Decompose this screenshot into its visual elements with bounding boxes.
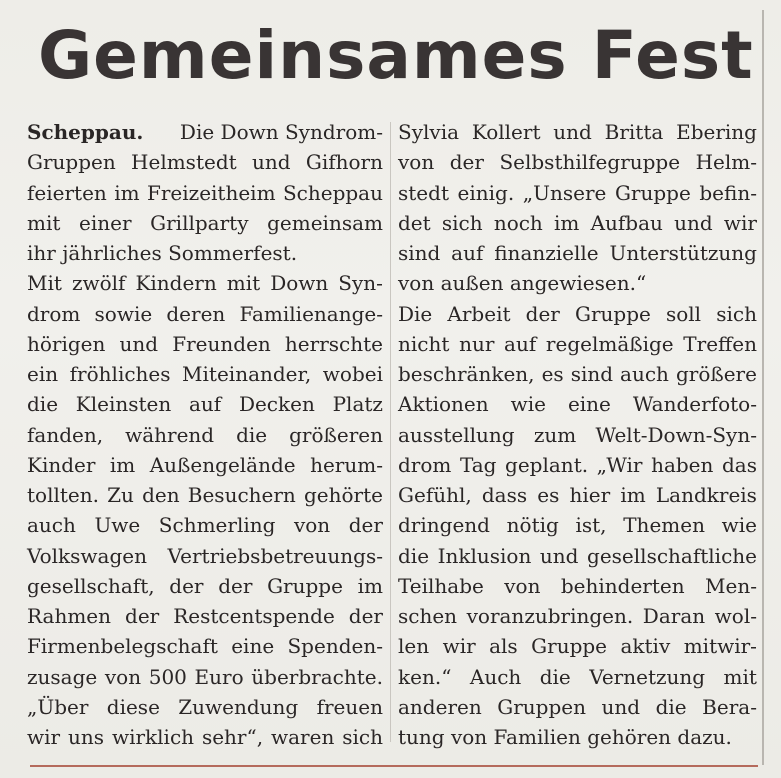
word: drom	[27, 301, 81, 326]
word: überbrachte.	[251, 664, 383, 689]
word: wol-	[714, 604, 757, 628]
word: mit	[723, 664, 757, 689]
text-line	[27, 117, 383, 147]
text-line	[398, 178, 757, 208]
word: feierten	[27, 180, 107, 205]
word: Gruppe	[614, 180, 691, 205]
word: größere	[675, 362, 757, 386]
word: „Über	[27, 694, 89, 719]
word: Außengelände	[149, 452, 296, 477]
word: zwölf	[71, 271, 126, 296]
text-line	[27, 329, 383, 359]
word: Syn-	[338, 271, 383, 296]
word: und	[553, 120, 592, 144]
word: der	[348, 513, 383, 538]
text-line: von außen angewiesen.“	[398, 271, 647, 296]
word: das	[721, 452, 757, 477]
text-line	[398, 510, 757, 540]
word: soll	[665, 301, 702, 326]
word: der	[169, 573, 204, 598]
text-line	[398, 420, 757, 450]
word: len	[398, 634, 430, 659]
word: und	[251, 150, 291, 175]
word: Zu	[107, 483, 134, 507]
word: Die	[398, 301, 433, 326]
text-line	[27, 299, 383, 329]
text-line	[27, 541, 383, 571]
word: waren	[271, 725, 335, 749]
word: voranzubringen.	[466, 604, 634, 628]
word: Men-	[705, 573, 757, 598]
word: Gruppe	[267, 573, 343, 598]
text-line	[27, 631, 383, 661]
word: und	[601, 694, 641, 719]
text-line	[27, 268, 383, 298]
word: wir	[27, 725, 61, 749]
word: behinderten	[560, 573, 685, 598]
word: dass	[481, 483, 528, 507]
word: Arbeit	[447, 301, 511, 326]
text-line	[398, 480, 757, 510]
bottom-rule	[30, 765, 758, 767]
word: sich	[342, 725, 383, 749]
word: die	[236, 422, 268, 447]
word: Restcentspende	[173, 604, 335, 628]
word: der	[525, 301, 560, 326]
word: Gruppen	[27, 150, 116, 175]
word: Kleinsten	[75, 392, 172, 417]
word: der	[449, 150, 484, 175]
text-line	[398, 541, 757, 571]
word: im	[109, 452, 136, 477]
word: die	[398, 543, 430, 568]
word: sind	[398, 241, 441, 265]
word: Euro	[194, 664, 244, 689]
word: den	[142, 483, 180, 507]
word: fanden,	[27, 422, 104, 447]
word: Gifhorn	[305, 150, 383, 175]
text-line	[27, 178, 383, 208]
word: gesellschaft,	[27, 573, 155, 598]
word: Helm-	[695, 150, 757, 175]
word: deren	[166, 301, 226, 326]
word: Sylvia	[398, 120, 460, 144]
text-line	[398, 389, 757, 419]
word: die	[655, 694, 687, 719]
dateline: Scheppau.	[27, 120, 144, 144]
word: regelmäßige	[545, 331, 674, 356]
word: sich	[441, 210, 483, 235]
word: beschränken,	[398, 362, 535, 386]
word: 500	[148, 664, 187, 689]
word: Uwe	[94, 513, 141, 538]
word: zusage	[27, 664, 98, 689]
word: von	[104, 664, 142, 689]
text-line	[398, 601, 757, 631]
text-line	[398, 662, 757, 692]
word: gesellschaftliche	[587, 543, 757, 568]
text-line	[398, 450, 757, 480]
word: tollten.	[27, 483, 99, 507]
word: Unterstützung	[609, 241, 757, 265]
word: uns	[68, 725, 105, 749]
text-line	[27, 601, 383, 631]
word: einig.	[457, 180, 515, 205]
word: Teilhabe	[398, 573, 484, 598]
word: es	[537, 483, 560, 507]
word: sind	[570, 362, 614, 386]
word: Daran	[642, 604, 706, 628]
word: der	[125, 604, 160, 628]
column-divider	[390, 122, 391, 742]
word: während	[125, 422, 215, 447]
word: Helmstedt	[131, 150, 237, 175]
text-line	[398, 208, 757, 238]
word: wobei	[322, 362, 383, 386]
word: diese	[106, 694, 160, 719]
word: geplant.	[505, 452, 589, 477]
word: von	[504, 573, 541, 598]
text-line	[398, 238, 757, 268]
text-line	[27, 450, 383, 480]
word: und	[674, 210, 713, 235]
word: Welt-Down-Syn-	[595, 422, 757, 447]
word: die	[539, 664, 571, 689]
word: Decken	[238, 392, 315, 417]
word: Tag	[459, 452, 497, 477]
word: Scheppau	[282, 180, 383, 205]
text-line	[27, 480, 383, 510]
word: Familienange-	[239, 301, 383, 326]
word: auch	[27, 513, 76, 538]
word: eine	[231, 634, 275, 659]
word: det	[398, 210, 431, 235]
word: als	[489, 634, 518, 659]
word: freuen	[316, 694, 383, 719]
word: auch	[620, 362, 669, 386]
word: ken.“	[398, 664, 452, 689]
text-line	[398, 329, 757, 359]
word: Britta	[604, 120, 664, 144]
word: Gefühl,	[398, 483, 472, 507]
word: nur	[459, 331, 495, 356]
word: schen	[398, 604, 458, 628]
word: noch	[493, 210, 543, 235]
word: Gruppe	[531, 634, 608, 659]
text-line	[27, 147, 383, 177]
word: drom	[398, 452, 452, 477]
word: und	[119, 331, 159, 356]
text-line: tung von Familien gehören dazu.	[398, 725, 732, 749]
word: Spenden-	[287, 634, 383, 659]
word: Freizeitheim	[146, 180, 276, 205]
word: größeren	[289, 422, 383, 447]
word: dringend	[398, 513, 490, 538]
word: Ebering	[676, 120, 757, 144]
text-line	[27, 692, 383, 722]
word: auf	[504, 331, 537, 356]
text-line	[398, 631, 757, 661]
word: wie	[721, 513, 757, 538]
word: Volkswagen	[27, 543, 147, 568]
word: Vertriebsbetreuungs-	[167, 543, 383, 568]
word: gehörte	[303, 483, 383, 507]
word: wir	[723, 210, 757, 235]
word: Wanderfoto-	[632, 392, 757, 417]
word: fröhliches	[69, 362, 171, 386]
word: und	[539, 543, 579, 568]
text-line: ihr jährliches Sommerfest.	[27, 241, 298, 265]
word: Zuwendung	[178, 694, 299, 719]
word: herrschte	[284, 331, 383, 356]
text-line	[398, 692, 757, 722]
word: sowie	[94, 301, 153, 326]
word: von	[398, 150, 435, 175]
word: Firmenbelegschaft	[27, 634, 218, 659]
word: Down	[270, 271, 329, 296]
word: sich	[716, 301, 757, 326]
word: gemeinsam	[267, 210, 383, 235]
word: mit	[27, 210, 61, 235]
text-line	[27, 571, 383, 601]
text-line	[398, 147, 757, 177]
word: im	[357, 573, 383, 598]
word: Themen	[623, 513, 705, 538]
word: auf	[451, 241, 484, 265]
word: befin-	[699, 180, 757, 205]
word: Miteinander,	[182, 362, 312, 386]
word: eine	[567, 392, 611, 417]
word: Kinder	[27, 452, 96, 477]
word: Platz	[332, 392, 383, 417]
word: Treffen	[683, 331, 757, 356]
text-line	[27, 662, 383, 692]
text-line	[27, 389, 383, 419]
word: Schmerling	[158, 513, 276, 538]
word: ist,	[575, 513, 607, 538]
word: einer	[79, 210, 132, 235]
word: Besuchern	[187, 483, 296, 507]
word: mit	[226, 271, 261, 296]
text-line	[398, 359, 757, 389]
word: „Wir	[596, 452, 643, 477]
word: finanzielle	[494, 241, 599, 265]
word: herum-	[310, 452, 383, 477]
word: zum	[533, 422, 577, 447]
word: wir	[442, 634, 476, 659]
text-line-content: Die Down Syndrom-	[179, 120, 383, 144]
word: stedt	[398, 180, 449, 205]
word: Aufbau	[590, 210, 663, 235]
word: Kollert	[471, 120, 541, 144]
word: wie	[510, 392, 546, 417]
word: auf	[188, 392, 222, 417]
text-line	[27, 420, 383, 450]
word: ausstellung	[398, 422, 515, 447]
text-line	[27, 722, 383, 752]
word: sehr“,	[201, 725, 264, 749]
word: haben	[651, 452, 714, 477]
word: Gruppen	[497, 694, 586, 719]
word: im	[554, 210, 580, 235]
word: Mit	[27, 271, 62, 296]
word: Selbsthilfegruppe	[499, 150, 681, 175]
text-line	[27, 208, 383, 238]
word: mitwir-	[683, 634, 757, 659]
clipping-edge	[762, 10, 764, 765]
left-column	[27, 117, 383, 752]
word: wirklich	[111, 725, 195, 749]
word: von	[293, 513, 331, 538]
text-line	[398, 571, 757, 601]
right-column	[398, 117, 757, 752]
word: Rahmen	[27, 604, 112, 628]
word: nicht	[398, 331, 450, 356]
word: Freunden	[172, 331, 271, 356]
word: anderen	[398, 694, 482, 719]
word: aktiv	[620, 634, 671, 659]
word: Auch	[469, 664, 522, 689]
word: Grillparty	[150, 210, 249, 235]
word: nötig	[506, 513, 559, 538]
word: der	[218, 573, 253, 598]
text-line	[398, 299, 757, 329]
headline: Gemeinsames Fest	[38, 17, 754, 94]
word: Vernetzung	[589, 664, 706, 689]
word: Inklusion	[437, 543, 532, 568]
word: der	[348, 604, 383, 628]
word: Gruppe	[574, 301, 651, 326]
word: die	[27, 392, 59, 417]
word: ein	[27, 362, 59, 386]
text-line	[27, 359, 383, 389]
word: im	[114, 180, 140, 205]
word: Aktionen	[398, 392, 489, 417]
word: hörigen	[27, 331, 106, 356]
word: hier	[569, 483, 611, 507]
word: es	[541, 362, 564, 386]
word: im	[620, 483, 646, 507]
word: „Unsere	[522, 180, 607, 205]
text-line	[27, 510, 383, 540]
word: Kindern	[135, 271, 217, 296]
word: Bera-	[702, 694, 757, 719]
word: Landkreis	[655, 483, 757, 507]
text-line	[398, 117, 757, 147]
